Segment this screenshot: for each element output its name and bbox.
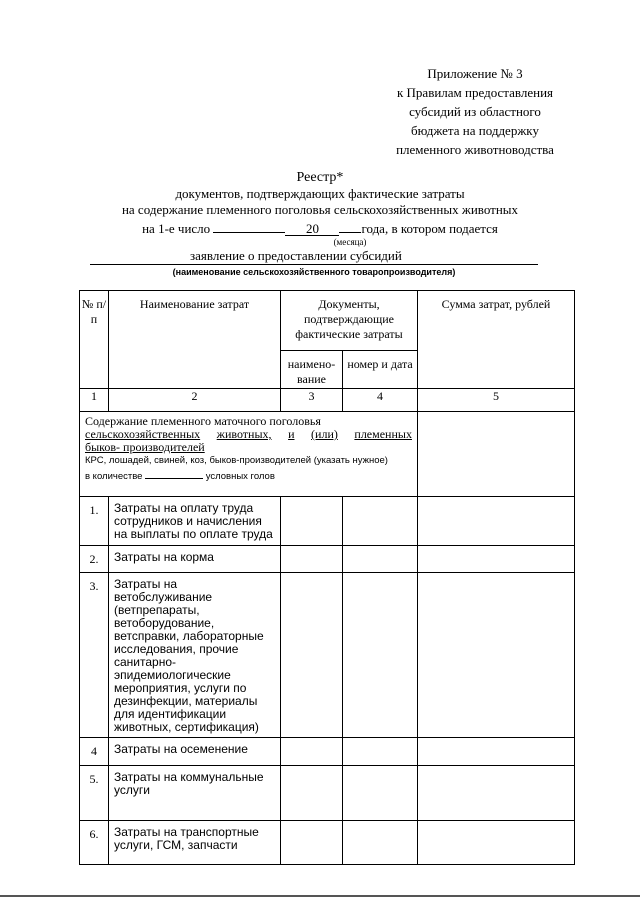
quantity-prefix: в количестве [85,471,143,482]
appendix-heading [370,64,580,159]
section-word: племенных [354,427,412,441]
month-blank[interactable] [213,218,285,233]
date-prefix: на 1-е число [142,221,211,236]
appendix-line: к Правилам предоставления [396,85,554,100]
row-number: 6. [80,821,109,865]
column-index: 1 [80,389,109,412]
section-line: Содержание племенного маточного поголовья [85,414,321,428]
table-row [80,573,575,738]
row-doc-number-cell[interactable] [343,573,418,738]
row-sum-cell[interactable] [418,573,575,738]
row-number: 3. [80,573,109,738]
header-docs-number: номер и дата [343,351,418,389]
quantity-blank[interactable] [145,468,203,479]
row-sum-cell[interactable] [418,821,575,865]
page-bottom-edge [0,895,640,897]
row-cost-name: Затраты на осеменение [109,738,281,766]
row-cost-name: Затраты на транспортные услуги, ГСМ, запчасти [109,821,281,865]
row-cost-name: Затраты на ветобслуживание (ветпрепараты, ветоборудование, ветсправки, лабораторные исследования, прочие санитарно- эпидемиологические мероприятия, услуги по дезинфекции, материалы для идентификации животных, сертификация) [109,573,281,738]
row-sum-cell[interactable] [418,497,575,546]
row-sum-cell[interactable] [418,766,575,821]
header-docs-name: наимено-вание [281,351,343,389]
column-index: 3 [281,389,343,412]
date-suffix: года, в котором подается [361,221,498,236]
column-index: 5 [418,389,575,412]
appendix-line: субсидий из областного [409,104,541,119]
registry-heading [60,170,580,264]
appendix-line: Приложение № 3 [427,66,523,81]
row-number: 2. [80,546,109,573]
column-index-row [80,389,575,412]
table-row [80,497,575,546]
table-row [80,821,575,865]
row-cost-name: Затраты на корма [109,546,281,573]
row-number: 1. [80,497,109,546]
section-word: сельскохозяйственных [85,427,201,441]
quantity-line [85,468,412,484]
registry-title: Реестр* [296,170,344,185]
section-sum-cell[interactable] [418,412,575,497]
row-number: 5. [80,766,109,821]
producer-caption: (наименование сельскохозяйственного товаропроизводителя) [172,267,456,277]
registry-subtitle-line: документов, подтверждающих фактические затраты [175,186,465,201]
row-number: 4 [80,738,109,766]
month-caption: (месяца) [333,237,367,247]
appendix-line: бюджета на поддержку [411,123,539,138]
header-docs: Документы, подтверждающие фактические затраты [281,291,418,351]
row-doc-name-cell[interactable] [281,573,343,738]
table-row [80,738,575,766]
row-sum-cell[interactable] [418,546,575,573]
registry-table [79,290,575,865]
appendix-line: племенного животноводства [396,142,554,157]
row-doc-name-cell[interactable] [281,821,343,865]
row-doc-number-cell[interactable] [343,821,418,865]
row-cost-name: Затраты на оплату труда сотрудников и начисления на выплаты по оплате труда [109,497,281,546]
year-blank[interactable] [285,221,339,236]
column-index: 2 [109,389,281,412]
section-line: быков- производителей [85,440,205,454]
row-doc-name-cell[interactable] [281,546,343,573]
section-line: КРС, лошадей, свиней, коз, быков-производителей (указать нужное) [85,455,388,466]
row-doc-number-cell[interactable] [343,546,418,573]
quantity-suffix: условных голов [205,471,275,482]
application-line: заявление о предоставлении субсидий [190,248,402,263]
header-row [80,291,575,351]
year-suffix-blank[interactable] [339,218,361,233]
section-word: (или) [311,427,338,441]
year-prefix: 20 [305,221,319,236]
header-name: Наименование затрат [109,291,281,389]
row-cost-name: Затраты на коммунальные услуги [109,766,281,821]
row-doc-number-cell[interactable] [343,738,418,766]
section-description [80,412,418,497]
row-doc-number-cell[interactable] [343,766,418,821]
date-line [60,218,580,237]
row-doc-name-cell[interactable] [281,766,343,821]
row-doc-name-cell[interactable] [281,497,343,546]
registry-subtitle-line: на содержание племенного поголовья сельскохозяйственных животных [121,202,519,217]
header-sum: Сумма затрат, рублей [418,291,575,389]
header-num: № п/п [80,291,109,389]
table-row [80,546,575,573]
producer-name-blank[interactable] [90,264,538,265]
column-index: 4 [343,389,418,412]
section-word: и [288,427,295,441]
section-word: животных, [216,427,272,441]
row-doc-number-cell[interactable] [343,497,418,546]
row-sum-cell[interactable] [418,738,575,766]
table-row [80,766,575,821]
section-row [80,412,575,497]
row-doc-name-cell[interactable] [281,738,343,766]
